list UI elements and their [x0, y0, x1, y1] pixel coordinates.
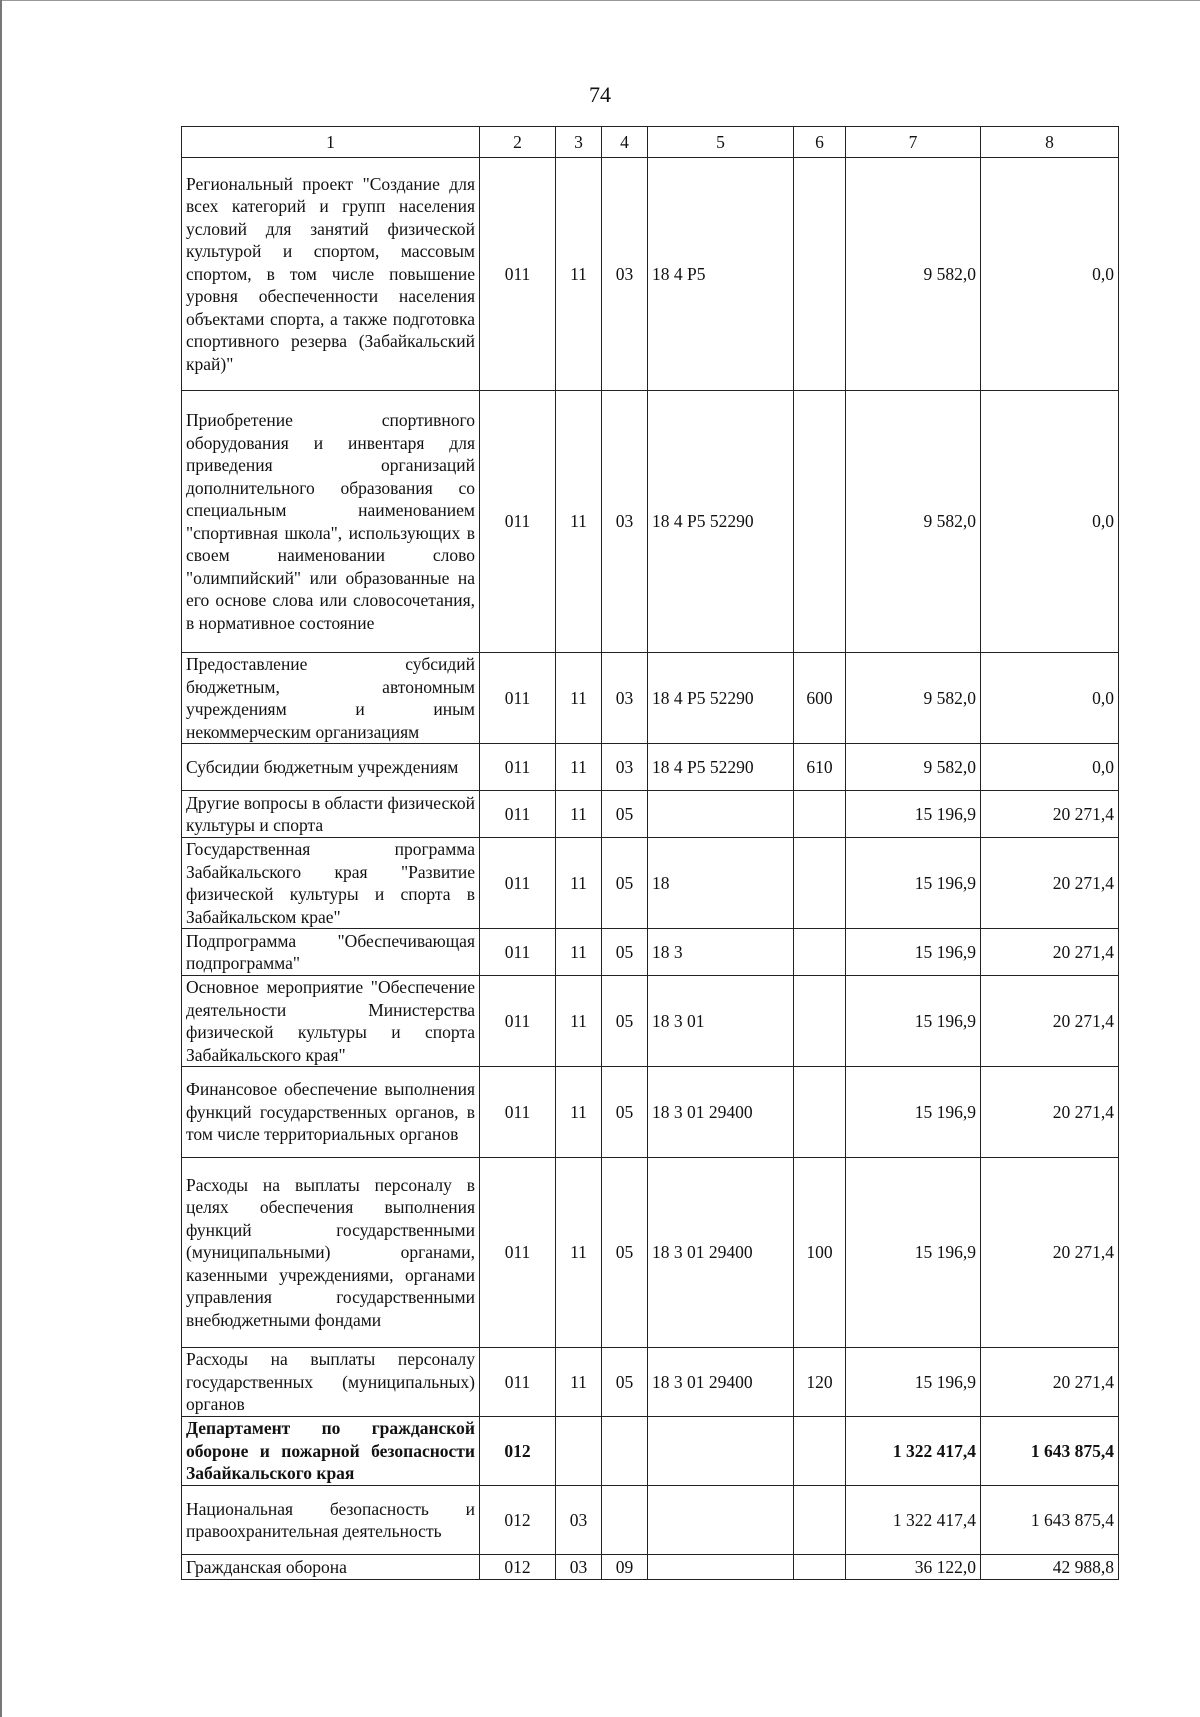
subsection-code-cell: 05: [602, 791, 648, 838]
target-article-cell: 18 4 P5 52290: [648, 391, 794, 653]
expense-type-cell: 600: [794, 653, 846, 744]
expense-type-cell: [794, 391, 846, 653]
expense-type-cell: 120: [794, 1348, 846, 1417]
section-code-cell: 11: [556, 391, 602, 653]
ministry-code-cell: 011: [480, 653, 556, 744]
subsection-code-cell: 05: [602, 838, 648, 929]
expense-type-cell: [794, 976, 846, 1067]
amount-year1-cell: 9 582,0: [846, 653, 981, 744]
column-header: 8: [981, 127, 1119, 158]
subsection-code-cell: 03: [602, 744, 648, 791]
ministry-code-cell: 011: [480, 391, 556, 653]
ministry-code-cell: 012: [480, 1417, 556, 1486]
target-article-cell: 18 3: [648, 929, 794, 976]
item-name-cell: Подпрограмма "Обеспечивающая подпрограмма": [182, 929, 480, 976]
target-article-cell: [648, 1417, 794, 1486]
section-code-cell: 11: [556, 653, 602, 744]
amount-year2-cell: 20 271,4: [981, 929, 1119, 976]
section-code-cell: [556, 1417, 602, 1486]
amount-year1-cell: 1 322 417,4: [846, 1486, 981, 1555]
table-row: [182, 653, 1119, 744]
expense-type-cell: [794, 791, 846, 838]
expense-type-cell: [794, 1417, 846, 1486]
ministry-code-cell: 011: [480, 158, 556, 391]
item-name-cell: Основное мероприятие "Обеспечение деятельности Министерства физической культуры и спорта Забайкальского края": [182, 976, 480, 1067]
table-row: [182, 838, 1119, 929]
target-article-cell: 18 4 P5 52290: [648, 744, 794, 791]
amount-year1-cell: 1 322 417,4: [846, 1417, 981, 1486]
section-code-cell: 11: [556, 744, 602, 791]
section-code-cell: 03: [556, 1555, 602, 1580]
table-row: [182, 158, 1119, 391]
expense-type-cell: [794, 1486, 846, 1555]
page-number: 74: [589, 82, 611, 107]
subsection-code-cell: 05: [602, 1348, 648, 1417]
table-row: [182, 1417, 1119, 1486]
section-code-cell: 11: [556, 1158, 602, 1348]
item-name-cell: Приобретение спортивного оборудования и инвентаря для приведения организаций дополнительного образования со специальным наименованием "спортивная школа", использующих в своем наименовании слово "олимпийский" или образованные на его основе слова или словосочетания, в нормативное состояние: [182, 391, 480, 653]
column-header: 3: [556, 127, 602, 158]
target-article-cell: [648, 791, 794, 838]
budget-table: [181, 126, 1119, 1580]
amount-year2-cell: 20 271,4: [981, 1158, 1119, 1348]
ministry-code-cell: 011: [480, 1158, 556, 1348]
subsection-code-cell: 03: [602, 391, 648, 653]
subsection-code-cell: 05: [602, 929, 648, 976]
amount-year2-cell: 1 643 875,4: [981, 1417, 1119, 1486]
table-row: [182, 1348, 1119, 1417]
item-name-cell: Расходы на выплаты персоналу государственных (муниципальных) органов: [182, 1348, 480, 1417]
amount-year1-cell: 15 196,9: [846, 929, 981, 976]
column-header: 4: [602, 127, 648, 158]
expense-type-cell: [794, 158, 846, 391]
amount-year2-cell: 0,0: [981, 391, 1119, 653]
target-article-cell: [648, 1486, 794, 1555]
section-code-cell: 11: [556, 1067, 602, 1158]
ministry-code-cell: 012: [480, 1486, 556, 1555]
target-article-cell: 18: [648, 838, 794, 929]
item-name-cell: Предоставление субсидий бюджетным, автономным учреждениям и иным некоммерческим организациям: [182, 653, 480, 744]
table-row: [182, 791, 1119, 838]
expense-type-cell: [794, 1067, 846, 1158]
target-article-cell: 18 3 01 29400: [648, 1158, 794, 1348]
amount-year2-cell: 0,0: [981, 158, 1119, 391]
amount-year2-cell: 42 988,8: [981, 1555, 1119, 1580]
column-header: 5: [648, 127, 794, 158]
subsection-code-cell: [602, 1486, 648, 1555]
item-name-cell: Расходы на выплаты персоналу в целях обеспечения выполнения функций государственными (муниципальными) органами, казенными учреждениями, органами управления государственными внебюджетными фондами: [182, 1158, 480, 1348]
item-name-cell: Другие вопросы в области физической культуры и спорта: [182, 791, 480, 838]
column-header: 6: [794, 127, 846, 158]
item-name-cell: Региональный проект "Создание для всех категорий и групп населения условий для занятий физической культурой и спортом, массовым спортом, в том числе повышение уровня обеспеченности населения объектами спорта, а также подготовка спортивного резерва (Забайкальский край)": [182, 158, 480, 391]
subsection-code-cell: 05: [602, 1067, 648, 1158]
amount-year2-cell: 0,0: [981, 744, 1119, 791]
item-name-cell: Гражданская оборона: [182, 1555, 480, 1580]
amount-year1-cell: 36 122,0: [846, 1555, 981, 1580]
amount-year1-cell: 9 582,0: [846, 391, 981, 653]
subsection-code-cell: 09: [602, 1555, 648, 1580]
item-name-cell: Департамент по гражданской обороне и пожарной безопасности Забайкальского края: [182, 1417, 480, 1486]
amount-year2-cell: 20 271,4: [981, 1067, 1119, 1158]
expense-type-cell: [794, 1555, 846, 1580]
subsection-code-cell: 05: [602, 976, 648, 1067]
target-article-cell: [648, 1555, 794, 1580]
expense-type-cell: [794, 838, 846, 929]
amount-year2-cell: 20 271,4: [981, 838, 1119, 929]
item-name-cell: Субсидии бюджетным учреждениям: [182, 744, 480, 791]
amount-year2-cell: 20 271,4: [981, 976, 1119, 1067]
subsection-code-cell: 03: [602, 653, 648, 744]
amount-year1-cell: 15 196,9: [846, 1348, 981, 1417]
table-body: [182, 158, 1119, 1580]
amount-year1-cell: 15 196,9: [846, 1067, 981, 1158]
amount-year2-cell: 1 643 875,4: [981, 1486, 1119, 1555]
section-code-cell: 11: [556, 158, 602, 391]
table-row: [182, 391, 1119, 653]
amount-year1-cell: 15 196,9: [846, 838, 981, 929]
target-article-cell: 18 4 P5 52290: [648, 653, 794, 744]
column-header: 7: [846, 127, 981, 158]
table-row: [182, 1555, 1119, 1580]
subsection-code-cell: [602, 1417, 648, 1486]
table-row: [182, 744, 1119, 791]
ministry-code-cell: 012: [480, 1555, 556, 1580]
subsection-code-cell: 03: [602, 158, 648, 391]
item-name-cell: Финансовое обеспечение выполнения функций государственных органов, в том числе территориальных органов: [182, 1067, 480, 1158]
table-row: [182, 929, 1119, 976]
target-article-cell: 18 4 P5: [648, 158, 794, 391]
amount-year2-cell: 20 271,4: [981, 1348, 1119, 1417]
ministry-code-cell: 011: [480, 744, 556, 791]
amount-year1-cell: 9 582,0: [846, 158, 981, 391]
ministry-code-cell: 011: [480, 1067, 556, 1158]
section-code-cell: 11: [556, 976, 602, 1067]
ministry-code-cell: 011: [480, 791, 556, 838]
amount-year1-cell: 15 196,9: [846, 791, 981, 838]
section-code-cell: 11: [556, 791, 602, 838]
section-code-cell: 03: [556, 1486, 602, 1555]
amount-year2-cell: 20 271,4: [981, 791, 1119, 838]
table-row: [182, 1067, 1119, 1158]
ministry-code-cell: 011: [480, 929, 556, 976]
item-name-cell: Национальная безопасность и правоохранительная деятельность: [182, 1486, 480, 1555]
target-article-cell: 18 3 01 29400: [648, 1348, 794, 1417]
amount-year2-cell: 0,0: [981, 653, 1119, 744]
table-row: [182, 1158, 1119, 1348]
amount-year1-cell: 9 582,0: [846, 744, 981, 791]
amount-year1-cell: 15 196,9: [846, 1158, 981, 1348]
expense-type-cell: 610: [794, 744, 846, 791]
column-header: 2: [480, 127, 556, 158]
section-code-cell: 11: [556, 838, 602, 929]
scan-edge-left: [0, 0, 2, 1717]
table-row: [182, 1486, 1119, 1555]
target-article-cell: 18 3 01: [648, 976, 794, 1067]
scan-edge-top: [0, 0, 1200, 1]
expense-type-cell: 100: [794, 1158, 846, 1348]
item-name-cell: Государственная программа Забайкальского края "Развитие физической культуры и спорта в Забайкальском крае": [182, 838, 480, 929]
expense-type-cell: [794, 929, 846, 976]
ministry-code-cell: 011: [480, 976, 556, 1067]
ministry-code-cell: 011: [480, 1348, 556, 1417]
target-article-cell: 18 3 01 29400: [648, 1067, 794, 1158]
table-header-row: [182, 127, 1119, 158]
section-code-cell: 11: [556, 929, 602, 976]
section-code-cell: 11: [556, 1348, 602, 1417]
table-row: [182, 976, 1119, 1067]
amount-year1-cell: 15 196,9: [846, 976, 981, 1067]
column-header: 1: [182, 127, 480, 158]
ministry-code-cell: 011: [480, 838, 556, 929]
subsection-code-cell: 05: [602, 1158, 648, 1348]
